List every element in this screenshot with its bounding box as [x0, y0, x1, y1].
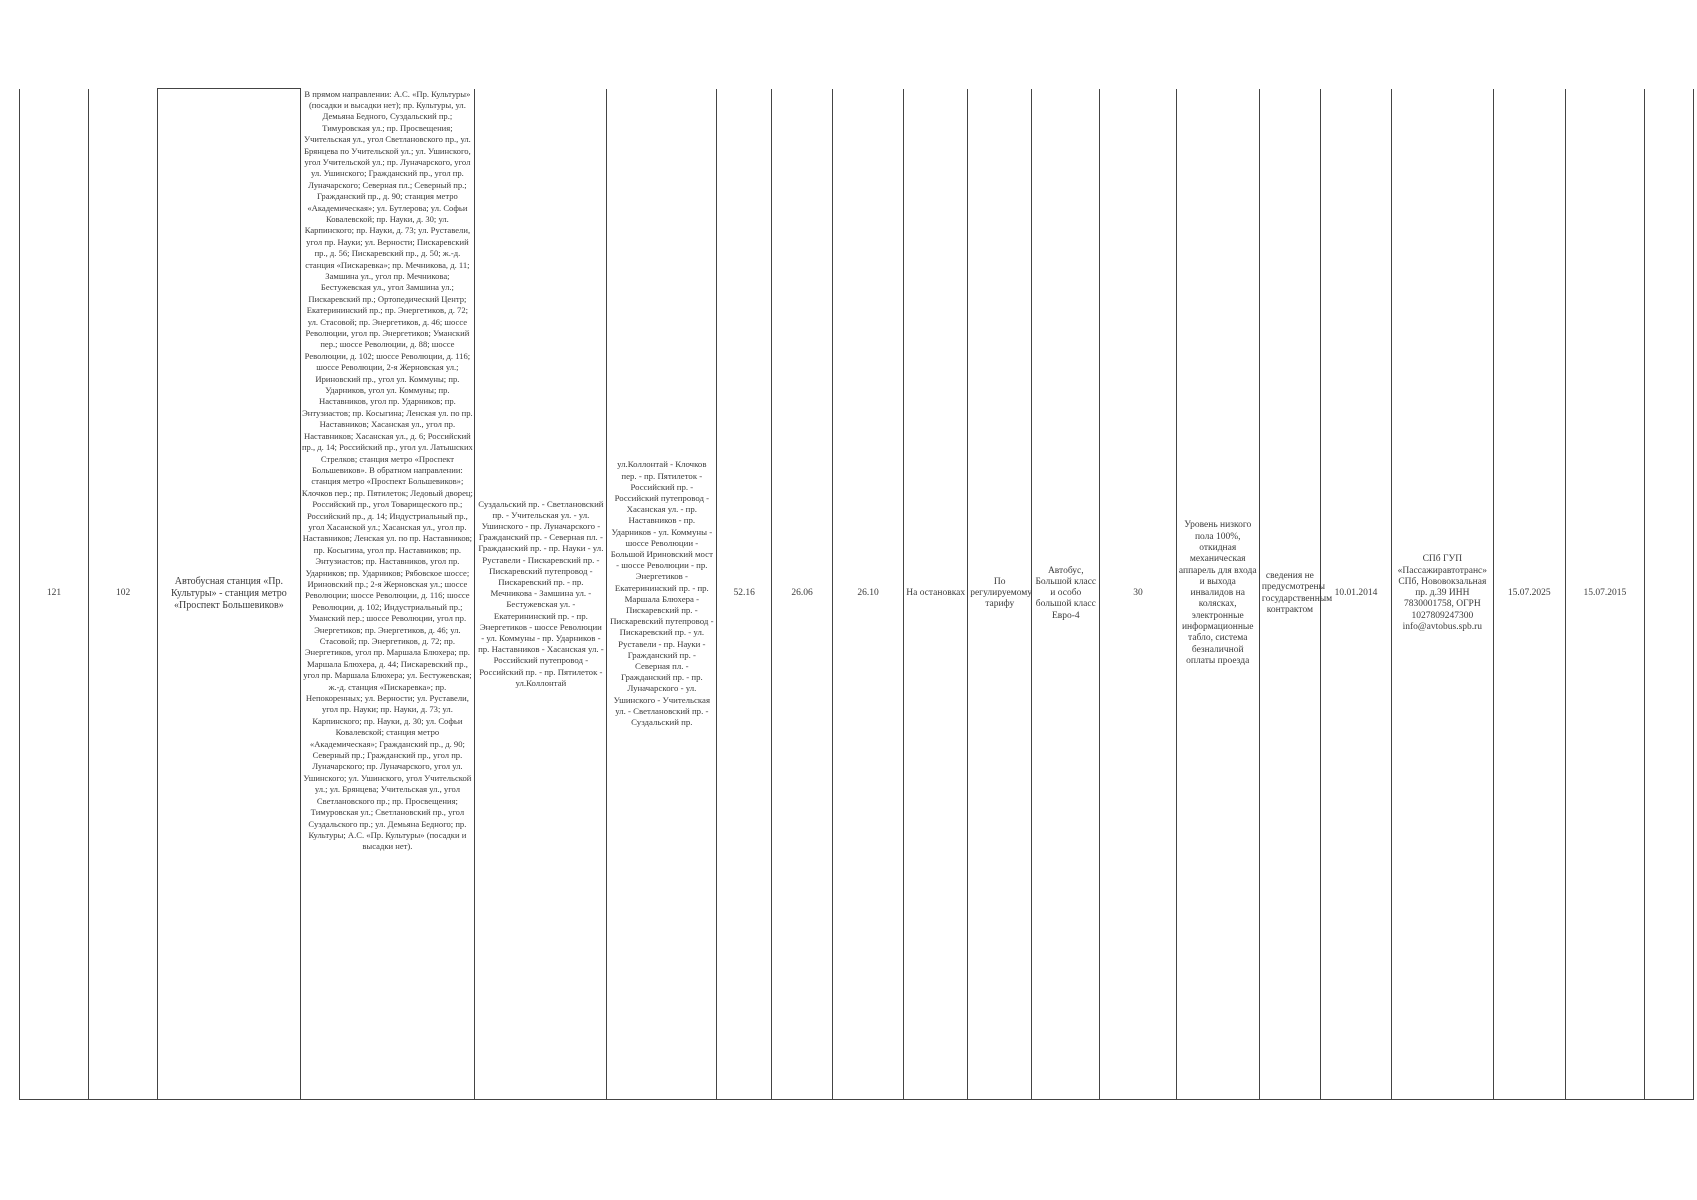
contract-info-cell: сведения не предусмотрены государственным контрактом: [1259, 89, 1320, 1100]
vehicle-type-cell: Автобус, Большой класс и особо большой класс Евро-4: [1032, 89, 1100, 1100]
route-registry-table: [19, 88, 1694, 1100]
start-date-cell: 10.01.2014: [1320, 89, 1391, 1100]
registration-number-cell: 121: [20, 89, 89, 1100]
extra-cell: [1645, 89, 1694, 1100]
vehicle-count-cell: 30: [1100, 89, 1176, 1100]
table-row: [20, 89, 1694, 1100]
boarding-order-cell: На остановках: [904, 89, 968, 1100]
route-number-cell: 102: [89, 89, 158, 1100]
date-a-cell: 15.07.2025: [1493, 89, 1565, 1100]
route-length-total-cell: 52.16: [717, 89, 772, 1100]
vehicle-characteristics-cell: Уровень низкого пола 100%, откидная механическая аппарель для входа и выхода инвалидов на колясках, электронные информационные табло, система безналичной оплаты проезда: [1176, 89, 1259, 1100]
tariff-cell: По регулируемому тарифу: [968, 89, 1032, 1100]
intermediate-stops-cell: В прямом направлении: А.С. «Пр. Культуры» (посадки и высадки нет); пр. Культуры, ул. Демьяна Бедного, Суздальский пр.; Тимуровская ул.; пр. Просвещения; Учительская ул., угол Светлановского пр., ул. Брянцева по Учительской ул.; ул. Ушинского, угол Учительской ул.; пр. Луначарского, угол ул. Ушинского; Гражданский пр., угол пр. Луначарского; Северная пл.; Северный пр.; Гражданский пр., д. 90; станция метро «Академическая»; ул. Бутлерова; ул. Софьи Ковалевской; пр. Науки, д. 30; ул. Карпинского; пр. Науки, д. 73; ул. Руставели, угол пр. Науки; ул. Верности; Пискаревский пр., д. 56; Пискаревский пр., д. 50; ж.-д. станция «Пискаревка»; пр. Мечникова, д. 11; Замшина ул., угол пр. Мечникова; Бестужевская ул., угол Замшина ул.; Пискаревский пр.; Ортопедический Центр; Екатерининский пр.; пр. Энергетиков, д. 72; ул. Стасовой; пр. Энергетиков, д. 46; шоссе Революции, угол пр. Энергетиков; Уманский пер.; шоссе Революции, д. 88; шоссе Революции, д. 102; шоссе Революции, д. 116; шоссе Революции, 2-я Жерновская ул.; Ириновский пр., угол ул. Коммуны; пр. Ударников, угол ул. Коммуны; пр. Наставников, угол пр. Ударников; пр. Энтузиастов; пр. Косыгина; Ленская ул. по пр. Наставников; Хасанская ул., угол пр. Наставников; Хасанская ул., д. 6; Российский пр., д. 14; Российский пр., угол ул. Латышских Стрелков; станция метро «Проспект Большевиков». В обратном направлении: станция метро «Проспект Большевиков»; Клочков пер.; пр. Пятилеток; Ледовый дворец; Российский пр., угол Товарищеского пр.; Российский пр., д. 14; Индустриальный пр., угол Хасанской ул.; Хасанская ул., угол пр. Наставников; Ленская ул. по пр. Наставников; пр. Косыгина, угол пр. Наставников; пр. Энтузиастов; пр. Наставников, угол пр. Ударников; пр. Ударников; Рябовское шоссе; Ириновский пр.; 2-я Жерновская ул.; шоссе Революции; шоссе Революции, д. 116; шоссе Революции, д. 102; Индустриальный пр.; Уманский пер.; шоссе Революции, угол пр. Энергетиков; пр. Энергетиков, д. 46; ул. Стасовой; пр. Энергетиков, д. 72; пр. Энергетиков, угол пр. Маршала Блюхера; пр. Маршала Блюхера, д. 44; Пискаревский пр., угол пр. Маршала Блюхера; ул. Бестужевская; ж.-д. станция «Пискаревка»; пр. Непокоренных; ул. Верности; ул. Руставели, угол пр. Науки; пр. Науки, д. 73; ул. Карпинского; пр. Науки, д. 30; ул. Софьи Ковалевской; станция метро «Академическая»; Гражданский пр., д. 90; Северный пр.; Гражданский пр., угол пр. Луначарского; пр. Луначарского, угол ул. Ушинского; ул. Ушинского, угол Учительской ул.; ул. Брянцева; Учительская ул., угол Светлановского пр.; пр. Просвещения; Тимуровская ул.; Светлановский пр., угол Суздальского пр.; ул. Демьяна Бедного; пр. Культуры; А.С. «Пр. Культуры» (посадки и высадки нет).: [300, 89, 475, 1100]
date-b-cell: 15.07.2015: [1565, 89, 1644, 1100]
route-length-backward-cell: 26.10: [833, 89, 904, 1100]
streets-forward-cell: Суздальский пр. - Светлановский пр. - Учительская ул. - ул. Ушинского - пр. Луначарского - Гражданский пр. - Северная пл. - Гражданский пр. - пр. Науки - ул. Руставели - Пискаревский пр. - Пискаревский путепровод - Пискаревский пр. - пр. Мечникова - Замшина ул. - Бестужевская ул. - Екатерининский пр. - пр. Энергетиков - шоссе Революции - ул. Коммуны - пр. Ударников - пр. Наставников - Хасанская ул. - Российский путепровод - Российский пр. - пр. Пятилеток - ул.Коллонтай: [475, 89, 607, 1100]
route-name-cell: Автобусная станция «Пр. Культуры» - станция метро «Проспект Большевиков»: [158, 89, 300, 1100]
route-length-forward-cell: 26.06: [772, 89, 833, 1100]
streets-backward-cell: ул.Коллонтай - Клочков пер. - пр. Пятилеток - Российский пр. - Российский путепровод - Хасанская ул. - пр. Наставников - пр. Ударников - ул. Коммуны - шоссе Революции - Большой Ириновский мост - шоссе Революции - пр. Энергетиков - Екатерининский пр. - пр. Маршала Блюхера - Пискаревский пр. - Пискаревский путепровод - Пискаревский пр. - ул. Руставели - пр. Науки - Гражданский пр. - Северная пл. - Гражданский пр. - пр. Луначарского - ул. Ушинского - Учительская ул. - Светлановский пр. - Суздальский пр.: [607, 89, 717, 1100]
carrier-cell: СПб ГУП «Пассажиравтотранс» СПб, Нововокзальная пр. д.39 ИНН 7830001758, ОГРН 1027809247300 info@avtobus.spb.ru: [1392, 89, 1494, 1100]
